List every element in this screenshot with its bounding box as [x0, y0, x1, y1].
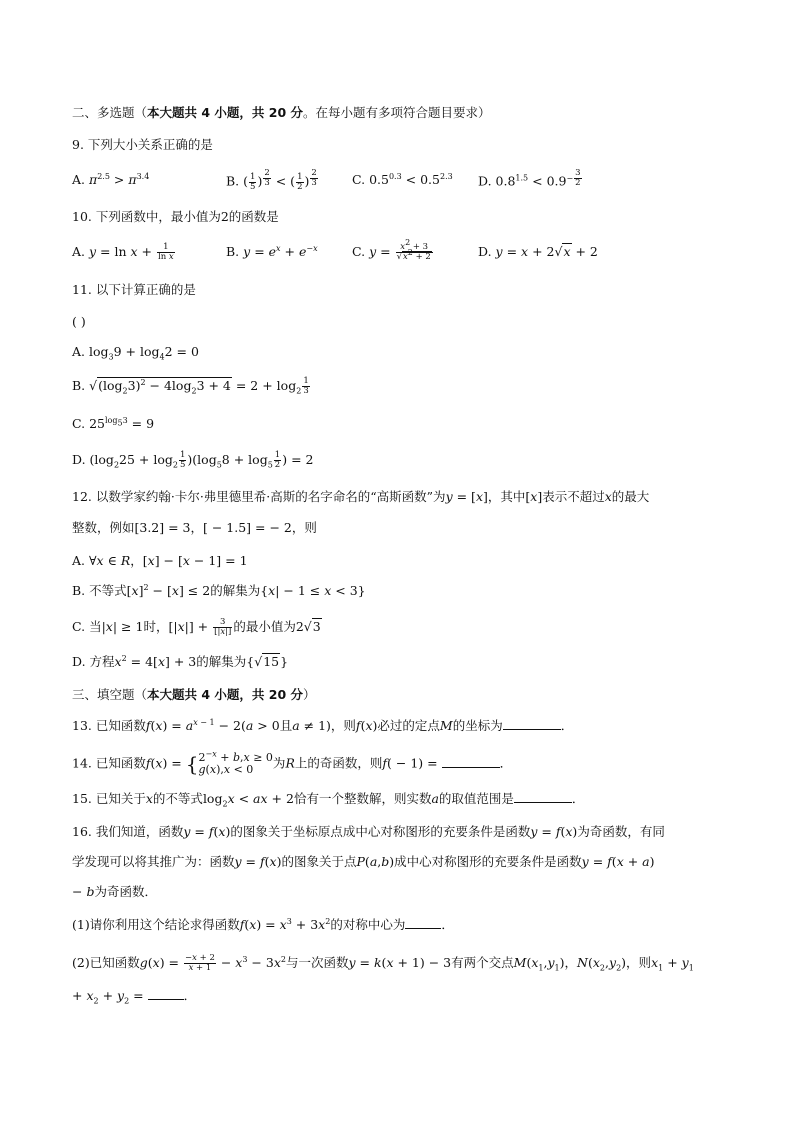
question-16-part2-cont: + $x_2 + y_2$ = ． [72, 988, 197, 1006]
section-header-fill-in [72, 685, 316, 705]
option-10d: D. y = x + 2√x + 2 [478, 244, 598, 259]
option-12b: B. 不等式$[x]^2 - [x] \le 2$的解集为{x| − 1 ≤ x < 3} [72, 582, 366, 598]
question-9-options [72, 169, 732, 191]
answer-blank[interactable] [148, 987, 184, 1000]
question-16-part2: (2)已知函数g(x) = $\frac{-x + 2}{x + 1}$ − $x^3 - 3x^2$与一次函数y = k(x + 1) − 3有两个交点$M(x_1,y_1)$，$N(x_2,y_2)$，则$x_1 + y_1$ [72, 953, 694, 973]
option-12d: D. 方程$x^2 = 4[x] + 3$的解集为{√15} [72, 653, 289, 669]
question-12-stem-line1: 12. 以数学家约翰·卡尔·弗里德里希·高斯的名字命名的“高斯函数”为y = [x]，其中[x]表示不超过x的最大 [72, 489, 650, 504]
answer-blank[interactable] [514, 790, 572, 803]
option-12c: C. 当|x| ≥ 1时，[|x|] + $\frac{3}{[|x|]}$ 的最小值为2√3 [72, 617, 321, 637]
section-suffix: 。在每小题有多项符合题目要求） [303, 105, 491, 120]
question-13: 13. 已知函数$f(x) = a^{x - 1} - 2(a > 0$且a ≠ 1)，则f(x)必过的定点M的坐标为 ． [72, 717, 574, 733]
question-16-part1: (1)请你利用这个结论求得函数$f(x) = x^3 + 3x^2$的对称中心为 ． [72, 916, 454, 932]
answer-blank[interactable] [503, 717, 561, 730]
option-9d: D. $0.8^{1.5} < 0.9^{- \frac{3}{2}}$ [478, 168, 581, 189]
option-9a: A. $\pi^{2.5} > \pi^{3.4}$ [72, 171, 150, 187]
section-suffix: ） [303, 687, 316, 702]
question-11-paren: ( ) [72, 314, 86, 329]
question-11-stem: 11. 以下计算正确的是 [72, 282, 196, 297]
section-bold: 本大题共 4 小题，共 20 分 [147, 105, 304, 120]
question-14: 14. 已知函数f(x) = { $2^{-x} + b,x \ge 0$ g(x),x < 0 为R上的奇函数，则f( − 1) = ． [72, 749, 513, 776]
question-9-stem: 9. 下列大小关系正确的是 [72, 137, 213, 152]
question-15: 15. 已知关于x的不等式$\log_2x$ < ax + 2恰有一个整数解，则实数a的取值范围是 ． [72, 791, 585, 809]
question-10-options [72, 238, 732, 263]
option-9c: C. $0.5^{0.3} < 0.5^{2.3}$ [352, 171, 453, 187]
section-prefix: 三、填空题（ [72, 687, 148, 702]
option-11c: C. $25^{log_53} = 9$ [72, 415, 155, 431]
option-10b: B. $y = e^x + e^{-x}$ [226, 243, 318, 259]
question-16-line3: − b为奇函数． [72, 884, 157, 899]
option-10a: A. y = ln x + $\frac{1}{\text{ln x}}$ [72, 242, 174, 262]
option-11a: A. $\log_39 + \log_42 = 0$ [72, 344, 199, 362]
question-10-stem: 10. 下列函数中，最小值为2的函数是 [72, 209, 279, 224]
section-bold: 本大题共 4 小题，共 20 分 [147, 687, 304, 702]
question-16-line1: 16. 我们知道，函数y = f(x)的图象关于坐标原点成中心对称图形的充要条件是函数y = f(x)为奇函数，有同 [72, 824, 665, 839]
answer-blank[interactable] [442, 755, 500, 768]
option-9b: B. ( $\frac{1}{5}$ ) $^{\frac{2}{3}}$ < ( $\frac{1}{2}$ ) $^{\frac{2}{3}}$ [226, 168, 317, 192]
option-11b: B. $√(\log_23)^2 - 4\log_23 + 4 = 2 + \log_2$ $\frac{1}{3}$ [72, 376, 309, 396]
option-10c: C. y = $\frac{x^2 + 3}{√x^2 + 2}$ [352, 238, 431, 262]
answer-blank[interactable] [405, 916, 441, 929]
option-12a: A. ∀x ∈ R，[x] − [x − 1] = 1 [72, 553, 248, 568]
question-12-stem-line2: 整数，例如[3.2] = 3，[ − 1.5] = − 2，则 [72, 520, 317, 535]
section-prefix: 二、多选题（ [72, 105, 148, 120]
section-header-multiple-choice [72, 103, 491, 123]
option-11d: D. ($\log_225 + \log_2$ $\frac{1}{5}$ )($\log_58 + \log_5$ $\frac{1}{2}$ ) = 2 [72, 450, 314, 470]
question-16-line2: 学发现可以将其推广为：函数y = f(x)的图象关于点P(a,b)成中心对称图形的充要条件是函数y = f(x + a) [72, 854, 655, 869]
